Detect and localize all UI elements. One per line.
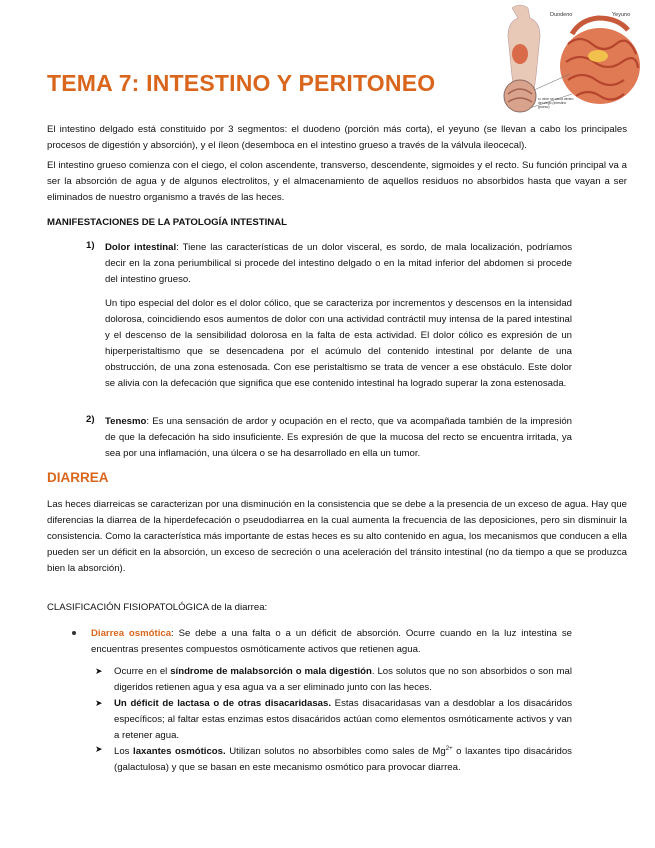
sub-bullet-malabsorcion	[95, 664, 572, 696]
bullet-term: Diarrea osmótica	[91, 628, 172, 639]
item-number: 1)	[86, 240, 95, 251]
sub-bullet-pre: Ocurre en el	[114, 666, 171, 677]
item-text: : Tiene las características de un dolor visceral, es sordo, de mala localización, podríamos decir en la zona periumbilical si procede del intestino delgado o en la mitad inferior del abdomen si procede del intestino grueso.	[105, 242, 572, 285]
arrow-bullet-icon: ➤	[95, 744, 103, 754]
sub-bullet-text: Utilizan solutos no absorbibles como sales de Mg	[225, 746, 446, 757]
sub-bullet-term: síndrome de malabsorción o mala digestión	[170, 666, 372, 677]
bullet-diarrea-osmotica	[72, 626, 572, 658]
intro-paragraph-2: El intestino grueso comienza con el ciego, el colon ascendente, transverso, descendente, sigmoides y el recto. Su función principal va a ser la absorción de agua y de algunos electrolitos, y el almacenamiento de aquellos residuos no absorbidos hasta que vayan a ser eliminados de nuestro organismo a través de las heces.	[47, 160, 627, 203]
bullet-text: : Se debe a una falta o a un déficit de absorción. Ocurre cuando en la luz intestina se encuentras presentes compuestos osmóticamente activos que retienen agua.	[91, 628, 572, 655]
dolor-colico-paragraph: Un tipo especial del dolor es el dolor cólico, que se caracteriza por incrementos y descensos en la intensidad dolorosa, coincidiendo esos aumentos de dolor con una actividad contráctil muy intensa de la pared intestinal y el descenso de la sensibilidad dolorosa en la falta de esta actividad. El dolor cólico es expresión de un hiperperistaltismo que se desencadena por el acúmulo del contenido intestinal por delante de una obstrucción, de una zona estenosada. Con ese peristaltismo se trata de vencer a ese obstáculo. Este dolor se alivia con la defecación que significa que ese contenido intestinal ha logrado superar la zona estenosada.	[105, 298, 572, 389]
intestine-illustration	[500, 4, 650, 118]
sub-bullet-term: Un déficit de lactasa o de otras disacaridasas.	[114, 698, 332, 709]
numbered-item-tenesmo	[86, 414, 572, 462]
sub-bullet-laxantes	[95, 742, 572, 776]
label-yeyuno: Yeyuno	[612, 12, 631, 18]
page-title: TEMA 7: INTESTINO Y PERITONEO	[47, 70, 436, 96]
sub-bullet-lactasa	[95, 696, 572, 744]
label-ileon: El íleon se vacía dentro del ciego (intestino grueso)	[538, 98, 574, 109]
item-term: Dolor intestinal	[105, 242, 177, 253]
sub-bullet-text-2: o laxantes tipo disacáridos (galactulosa) y que se basan en este mecanismo osmótico para provocar diarrea.	[114, 746, 572, 773]
sub-bullet-pre: Los	[114, 746, 134, 757]
item-number: 2)	[86, 414, 95, 425]
item-term: Tenesmo	[105, 416, 147, 427]
bullet-dot-icon	[72, 631, 76, 635]
sub-bullet-term: laxantes osmóticos.	[133, 746, 226, 757]
numbered-item-dolor	[86, 240, 572, 288]
intro-paragraph-1: El intestino delgado está constituido por 3 segmentos: el duodeno (porción más corta), el yeyuno (se llevan a cabo los principales procesos de digestión y absorción), y el íleon (desemboca en el intestino grueso a través de la válvula ileocecal).	[47, 124, 627, 151]
diarrea-heading: DIARREA	[47, 470, 109, 485]
item-text: : Es una sensación de ardor y ocupación en el recto, que va acompañada también de la impresión de que la defecación ha sido insuficiente. Es expresión de que la mucosa del recto se encuentra irritada, ya sea por una inflamación, una úlcera o se ha desarrollado en ella un tumor.	[105, 416, 572, 459]
arrow-bullet-icon: ➤	[95, 698, 103, 708]
arrow-bullet-icon: ➤	[95, 666, 103, 676]
manifestaciones-heading: MANIFESTACIONES DE LA PATOLOGÍA INTESTINAL	[47, 217, 288, 228]
superscript-charge: 2+	[445, 746, 453, 752]
sub-bullet-text: . Los solutos que no son absorbidos o son mal digeridos retienen agua y esa agua va a ser eliminado junto con las heces.	[114, 666, 572, 693]
label-duodeno: Duodeno	[550, 12, 573, 18]
diarrea-paragraph: Las heces diarreicas se caracterizan por una disminución en la consistencia que se debe a la presencia de un exceso de agua. Hay que diferencias la diarrea de la hiperdefecación o pseudodiarrea en la cual aumenta la frecuencia de las deposiciones, pero sin disminuir la consistencia. Como la característica más importante de estas heces es su alto contenido en agua, los mecanismos que conducen a ella pueden ser un déficit en la absorción, un exceso de secreción o una aceleración del tránsito intestinal (no da tiempo a que se produzca bien la absorción).	[47, 499, 627, 574]
sub-bullet-text: Estas disacaridasas van a desdoblar a los disacáridos específicos; al faltar estas enzimas estos disacáridos actúan como elementos osmóticamente activos y van a retener agua.	[114, 698, 572, 741]
clasificacion-heading: CLASIFICACIÓN FISIOPATOLÓGICA de la diarrea:	[47, 602, 268, 613]
